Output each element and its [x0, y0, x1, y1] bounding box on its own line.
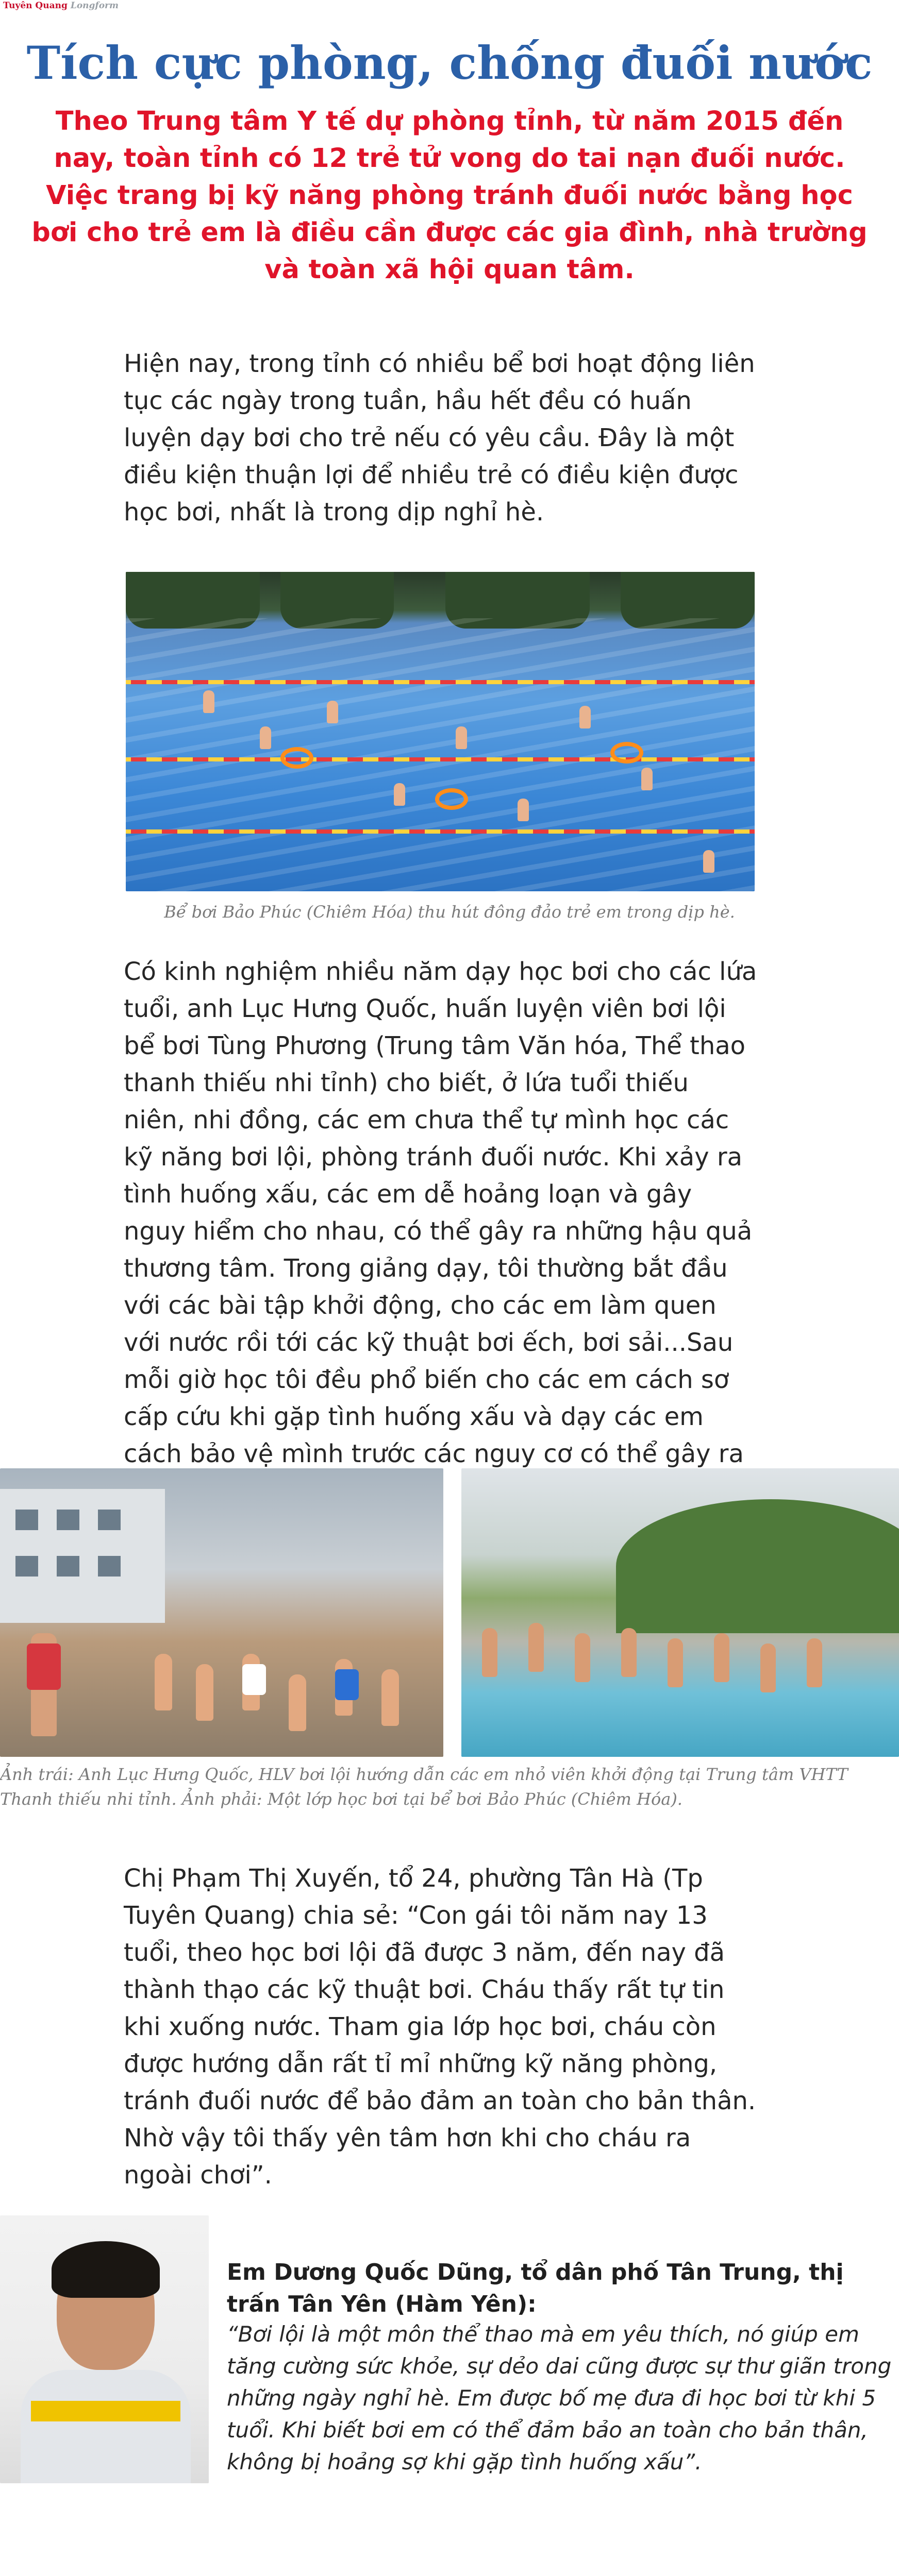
quote-text: “Bơi lội là một môn thể thao mà em yêu thích, nó giúp em tăng cường sức khỏe, sự dẻo dai cũng được sự thư giãn trong những ngày nghỉ hè. Em được bố mẹ đưa đi học bơi từ khi 5 tuổi. Khi biết bơi em có thể đảm bảo an toàn cho bản thân, không bị hoảng sợ khi gặp tình huống xấu”.: [227, 2321, 892, 2475]
caption-warmup: Ảnh trái: Anh Lục Hưng Quốc, HLV bơi lội hướng dẫn các em nhỏ viên khởi động tại Trung tâm VHTT Thanh thiếu nhi tỉnh. Ảnh phải: Một lớp học bơi tại bể bơi Bảo Phúc (Chiêm Hóa).: [0, 1765, 848, 1809]
swim-class-photo: [461, 1468, 899, 1757]
paragraph-1: Hiện nay, trong tỉnh có nhiều bể bơi hoạt động liên tục các ngày trong tuần, hầu hết đều có huấn luyện dạy bơi cho trẻ nếu có yêu cầu. Đây là một điều kiện thuận lợi để nhiều trẻ có điều kiện được học bơi, nhất là trong dịp nghỉ hè.: [124, 349, 755, 527]
paragraph-3: Chị Phạm Thị Xuyến, tổ 24, phường Tân Hà (Tp Tuyên Quang) chia sẻ: “Con gái tôi năm nay 13 tuổi, theo học bơi lội đã được 3 năm, đến nay đã thành thạo các kỹ thuật bơi. Cháu thấy rất tự tin khi xuống nước. Tham gia lớp học bơi, cháu còn được hướng dẫn rất tỉ mỉ những kỹ năng phòng, tránh đuối nước để bảo đảm an toàn cho bản thân. Nhờ vậy tôi thấy yên tâm hơn khi cho cháu ra ngoài chơi”.: [124, 1864, 756, 2190]
article-lead: Theo Trung tâm Y tế dự phòng tỉnh, từ năm 2015 đến nay, toàn tỉnh có 12 trẻ tử vong do tai nạn đuối nước. Việc trang bị kỹ năng phòng tránh đuối nước bằng học bơi cho trẻ em là điều cần được các gia đình, nhà trường và toàn xã hội quan tâm.: [31, 106, 868, 285]
boy-portrait-photo: [0, 2215, 209, 2483]
brand-longform-text: Longform: [70, 1, 119, 11]
paragraph-2: Có kinh nghiệm nhiều năm dạy học bơi cho các lứa tuổi, anh Lục Hưng Quốc, huấn luyện viên bơi lội bể bơi Tùng Phương (Trung tâm Văn hóa, Thể thao thanh thiếu nhi tỉnh) cho biết, ở lứa tuổi thiếu niên, nhi đồng, các em chưa thể tự mình học các kỹ năng bơi lội, phòng tránh đuối nước. Khi xảy ra tình huống xấu, các em dễ hoảng loạn và gây nguy hiểm cho nhau, có thể gây ra những hậu quả thương tâm. Trong giảng dạy, tôi thường bắt đầu với các bài tập khởi động, cho các em làm quen với nước rồi tới các kỹ thuật bơi ếch, bơi sải...Sau mỗi giờ học tôi đều phổ biến cho các em cách sơ cấp cứu khi gặp tình huống xấu và dạy các em cách bảo vệ mình trước các nguy cơ có thể gây ra: [124, 957, 757, 1468]
quote-author: Em Dương Quốc Dũng, tổ dân phố Tân Trung, thị trấn Tân Yên (Hàm Yên):: [227, 2259, 844, 2317]
caption-pool: Bể bơi Bảo Phúc (Chiêm Hóa) thu hút đông đảo trẻ em trong dịp hè.: [164, 902, 735, 922]
brand-logo-text: Tuyên Quang: [3, 1, 68, 11]
article-title: Tích cực phòng, chống đuối nước: [26, 36, 873, 90]
site-brand[interactable]: [3, 0, 119, 11]
coach-warmup-photo: [0, 1468, 443, 1757]
pool-photo: [126, 572, 755, 891]
